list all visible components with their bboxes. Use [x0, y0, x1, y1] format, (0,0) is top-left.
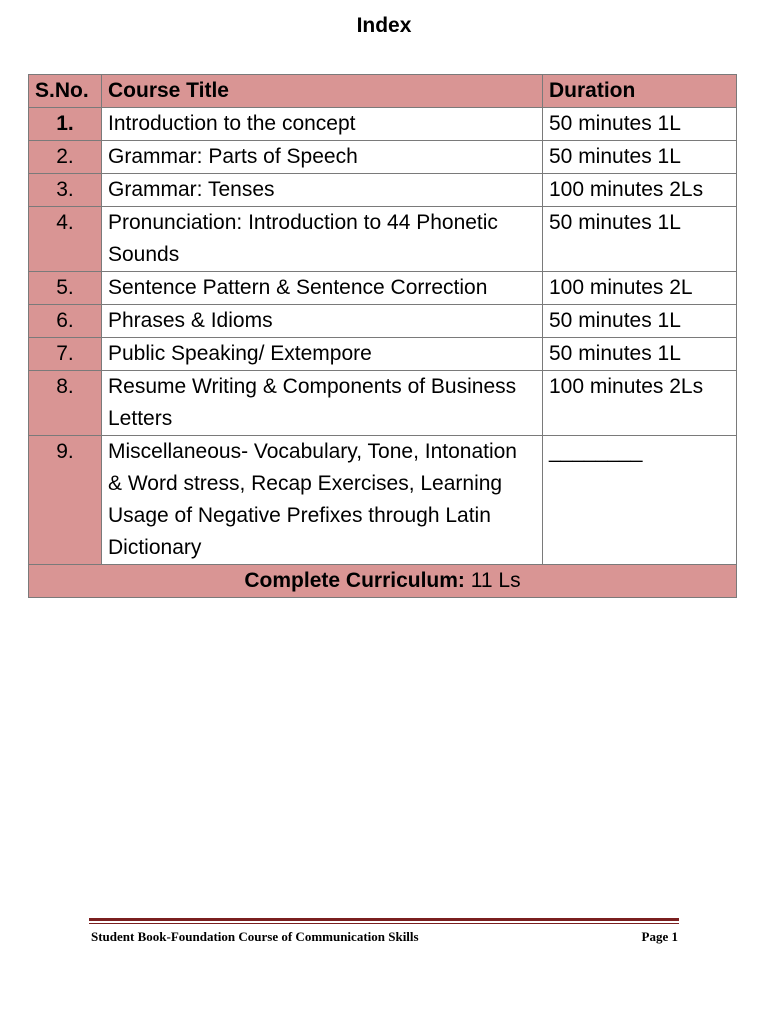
table-row	[29, 305, 737, 338]
header-duration: Duration	[543, 75, 737, 108]
table-row	[29, 371, 737, 436]
footer-page-number: Page 1	[641, 929, 678, 944]
header-row	[29, 75, 737, 108]
row-duration: 100 minutes 2Ls	[543, 371, 737, 436]
row-title: Resume Writing & Components of Business Letters	[102, 371, 543, 436]
row-sno: 6.	[29, 305, 102, 338]
row-duration: 100 minutes 2Ls	[543, 174, 737, 207]
total-label: Complete Curriculum:	[244, 569, 465, 592]
table-header	[29, 75, 737, 108]
index-table	[28, 74, 737, 598]
row-duration: 50 minutes 1L	[543, 305, 737, 338]
row-sno: 1.	[29, 108, 102, 141]
footer-divider-thin	[89, 923, 679, 924]
row-title: Pronunciation: Introduction to 44 Phonetic Sounds	[102, 207, 543, 272]
row-title: Grammar: Tenses	[102, 174, 543, 207]
row-sno: 3.	[29, 174, 102, 207]
row-sno: 2.	[29, 141, 102, 174]
row-title: Miscellaneous- Vocabulary, Tone, Intonation & Word stress, Recap Exercises, Learning Usage of Negative Prefixes through Latin Dictionary	[102, 436, 543, 565]
row-duration: ________	[543, 436, 737, 565]
row-sno: 9.	[29, 436, 102, 565]
row-title: Phrases & Idioms	[102, 305, 543, 338]
table-row	[29, 207, 737, 272]
table-row	[29, 174, 737, 207]
total-cell	[29, 565, 737, 598]
row-sno: 8.	[29, 371, 102, 436]
footer-book-title: Student Book-Foundation Course of Communication Skills	[91, 929, 419, 944]
header-sno: S.No.	[29, 75, 102, 108]
page-title: Index	[356, 14, 412, 37]
row-duration: 50 minutes 1L	[543, 207, 737, 272]
row-duration: 50 minutes 1L	[543, 108, 737, 141]
row-sno: 4.	[29, 207, 102, 272]
row-sno: 7.	[29, 338, 102, 371]
row-title: Grammar: Parts of Speech	[102, 141, 543, 174]
row-duration: 50 minutes 1L	[543, 141, 737, 174]
table-row	[29, 436, 737, 565]
row-duration: 100 minutes 2L	[543, 272, 737, 305]
row-title: Sentence Pattern & Sentence Correction	[102, 272, 543, 305]
table-row	[29, 338, 737, 371]
table-row	[29, 272, 737, 305]
total-value: 11 Ls	[470, 569, 521, 592]
row-title: Public Speaking/ Extempore	[102, 338, 543, 371]
header-course-title: Course Title	[102, 75, 543, 108]
footer-divider	[89, 918, 679, 921]
row-title: Introduction to the concept	[102, 108, 543, 141]
row-sno: 5.	[29, 272, 102, 305]
table-row	[29, 108, 737, 141]
total-row	[29, 565, 737, 598]
table-row	[29, 141, 737, 174]
row-duration: 50 minutes 1L	[543, 338, 737, 371]
